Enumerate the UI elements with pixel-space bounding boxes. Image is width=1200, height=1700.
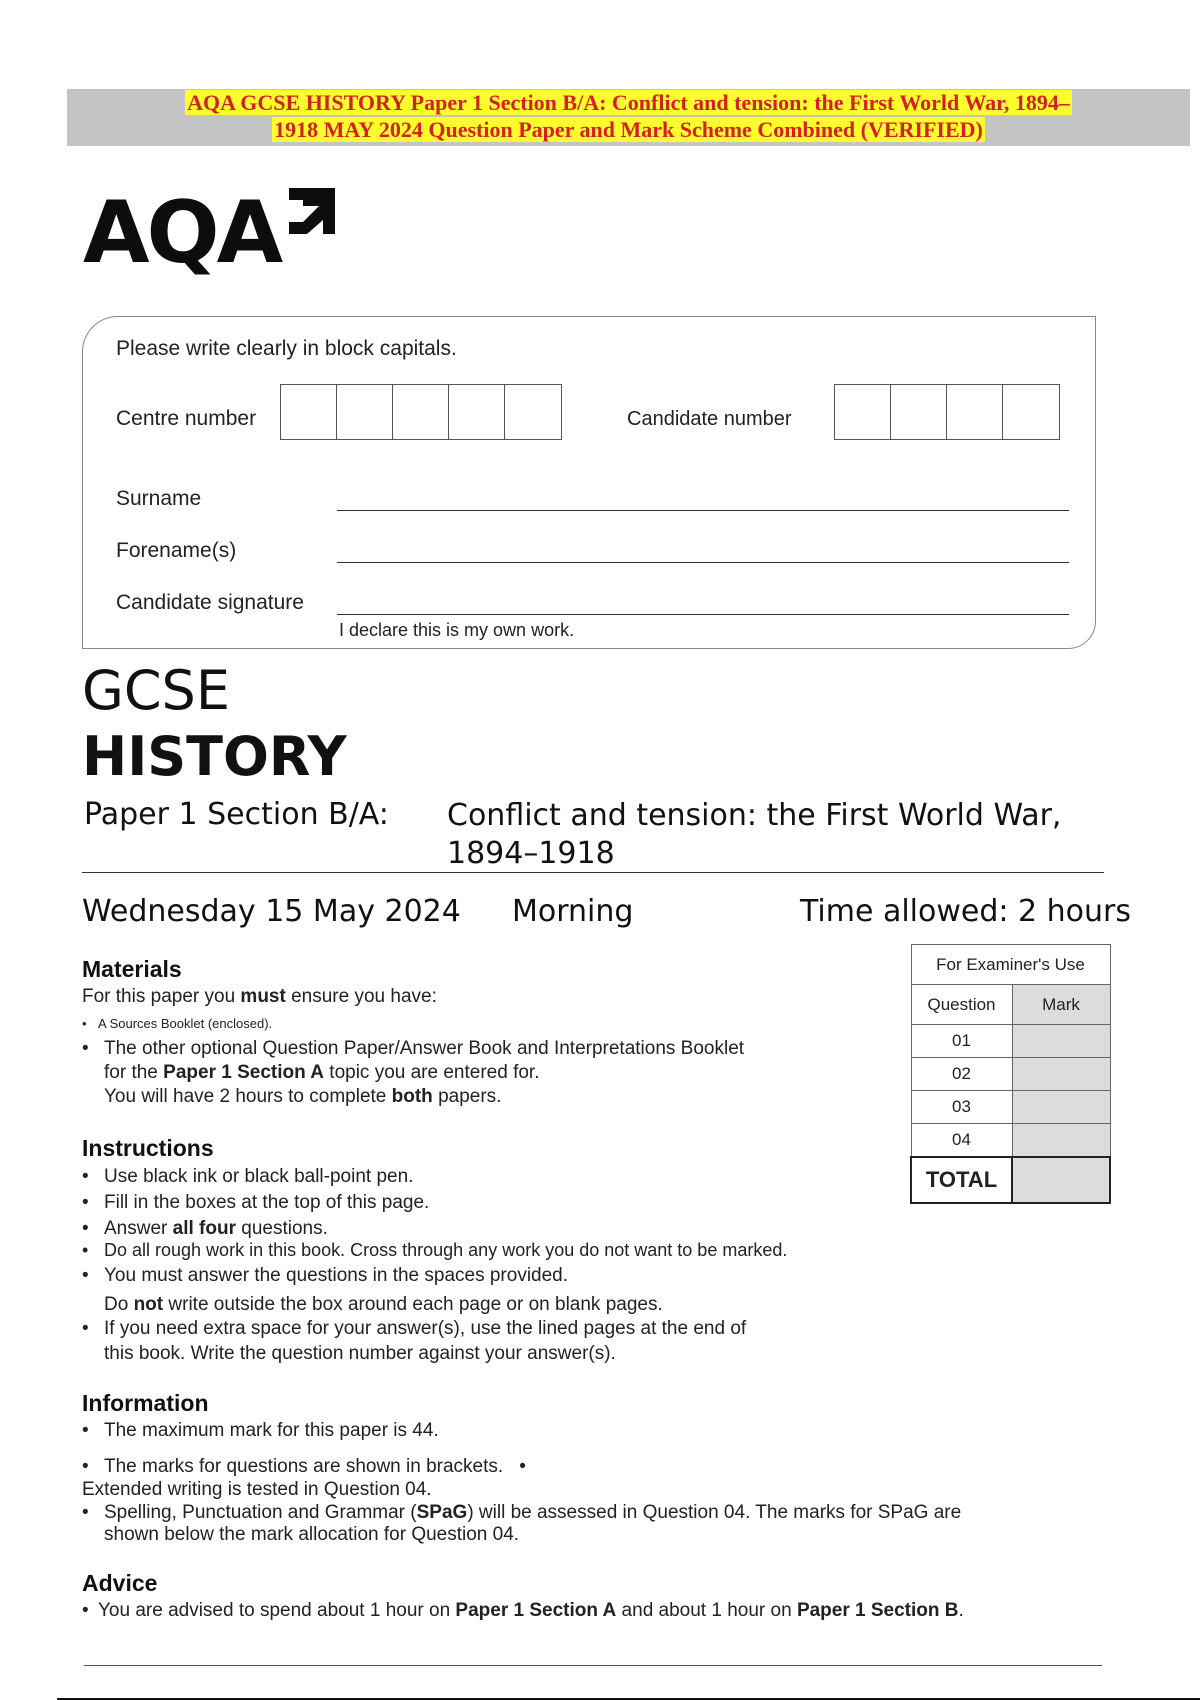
exam-date: Wednesday 15 May 2024	[82, 894, 461, 929]
surname-label: Surname	[116, 487, 202, 510]
materials-item-2: • The other optional Question Paper/Answer Book and Interpretations Booklet	[82, 1038, 745, 1059]
aqa-logo-mark-icon	[283, 182, 341, 244]
mark-cell	[1012, 1124, 1110, 1157]
forenames-label: Forename(s)	[116, 539, 237, 562]
total-mark-cell	[1012, 1157, 1110, 1203]
title-banner	[67, 89, 1190, 146]
information-heading: Information	[82, 1390, 209, 1416]
instruction-5: • You must answer the questions in the spaces provided.	[82, 1265, 569, 1286]
information-3-line-2: shown below the mark allocation for Question 04.	[104, 1524, 520, 1545]
qualification-title: GCSE	[82, 659, 230, 722]
own-work-declaration: I declare this is my own work.	[339, 620, 575, 640]
question-column-header: Question	[911, 985, 1012, 1025]
materials-item-1: • A Sources Booklet (enclosed).	[82, 1016, 273, 1031]
candidate-number-label: Candidate number	[627, 408, 792, 430]
candidate-details-box	[82, 316, 1096, 649]
instructions-heading: Instructions	[82, 1135, 214, 1161]
footer-rule	[84, 1665, 1102, 1666]
banner-line-1: AQA GCSE HISTORY Paper 1 Section B/A: Conflict and tension: the First World War, 1894–	[187, 90, 1070, 115]
question-row-label: 01	[911, 1025, 1012, 1058]
information-2-tail: Extended writing is tested in Question 04.	[82, 1479, 432, 1500]
question-row-label: 04	[911, 1124, 1012, 1157]
banner-line-2: 1918 MAY 2024 Question Paper and Mark Scheme Combined (VERIFIED)	[274, 117, 983, 142]
paper-topic-line-1: Conflict and tension: the First World War,	[447, 798, 1062, 833]
instruction-1: • Use black ink or black ball-point pen.	[82, 1166, 414, 1187]
instruction-3: • Answer all four questions.	[82, 1218, 328, 1239]
mark-cell	[1012, 1025, 1110, 1058]
materials-heading: Materials	[82, 956, 182, 982]
materials-item-2-line-2: for the Paper 1 Section A topic you are entered for.	[104, 1062, 540, 1083]
mark-cell	[1012, 1058, 1110, 1091]
information-3: • Spelling, Punctuation and Grammar (SPaG) will be assessed in Question 04. The marks for SPaG are	[82, 1502, 962, 1523]
surname-field[interactable]	[337, 510, 1069, 511]
exam-session: Morning	[512, 894, 634, 929]
mark-cell	[1012, 1091, 1110, 1124]
instruction-5-line-2: Do not write outside the box around each page or on blank pages.	[104, 1294, 663, 1315]
instruction-6-line-2: this book. Write the question number against your answer(s).	[104, 1343, 616, 1364]
instruction-2: • Fill in the boxes at the top of this page.	[82, 1192, 430, 1213]
information-1: • The maximum mark for this paper is 44.	[82, 1420, 439, 1441]
materials-intro: For this paper you must ensure you have:	[82, 986, 437, 1007]
paper-label: Paper 1 Section B/A:	[84, 797, 389, 832]
signature-label: Candidate signature	[116, 591, 304, 614]
question-row-label: 03	[911, 1091, 1012, 1124]
advice-heading: Advice	[82, 1570, 158, 1596]
question-row-label: 02	[911, 1058, 1012, 1091]
total-label: TOTAL	[911, 1157, 1012, 1203]
time-allowed: Time allowed: 2 hours	[800, 894, 1132, 929]
aqa-logo	[83, 183, 281, 283]
candidate-number-boxes[interactable]	[834, 384, 1060, 440]
centre-number-boxes[interactable]	[280, 384, 562, 440]
instruction-6: • If you need extra space for your answer(s), use the lined pages at the end of	[82, 1318, 747, 1339]
mark-column-header: Mark	[1012, 985, 1110, 1025]
instruction-4: • Do all rough work in this book. Cross through any work you do not want to be marked.	[82, 1240, 788, 1260]
centre-number-label: Centre number	[116, 407, 257, 430]
advice-1: • You are advised to spend about 1 hour on Paper 1 Section A and about 1 hour on Paper 1 Section B.	[82, 1600, 964, 1621]
block-capitals-instruction: Please write clearly in block capitals.	[116, 337, 457, 360]
information-2: • The marks for questions are shown in brackets. •	[82, 1456, 526, 1477]
title-divider	[82, 872, 1104, 873]
paper-topic	[447, 797, 1067, 873]
subject-title: HISTORY	[82, 725, 347, 788]
aqa-logo-text: AQA	[83, 183, 281, 283]
signature-field[interactable]	[337, 614, 1069, 615]
examiner-use-table	[910, 944, 1111, 1204]
paper-topic-line-2: 1894–1918	[447, 836, 615, 871]
materials-item-2-line-3: You will have 2 hours to complete both papers.	[104, 1086, 502, 1107]
forenames-field[interactable]	[337, 562, 1069, 563]
examiner-table-header: For Examiner's Use	[911, 945, 1110, 985]
